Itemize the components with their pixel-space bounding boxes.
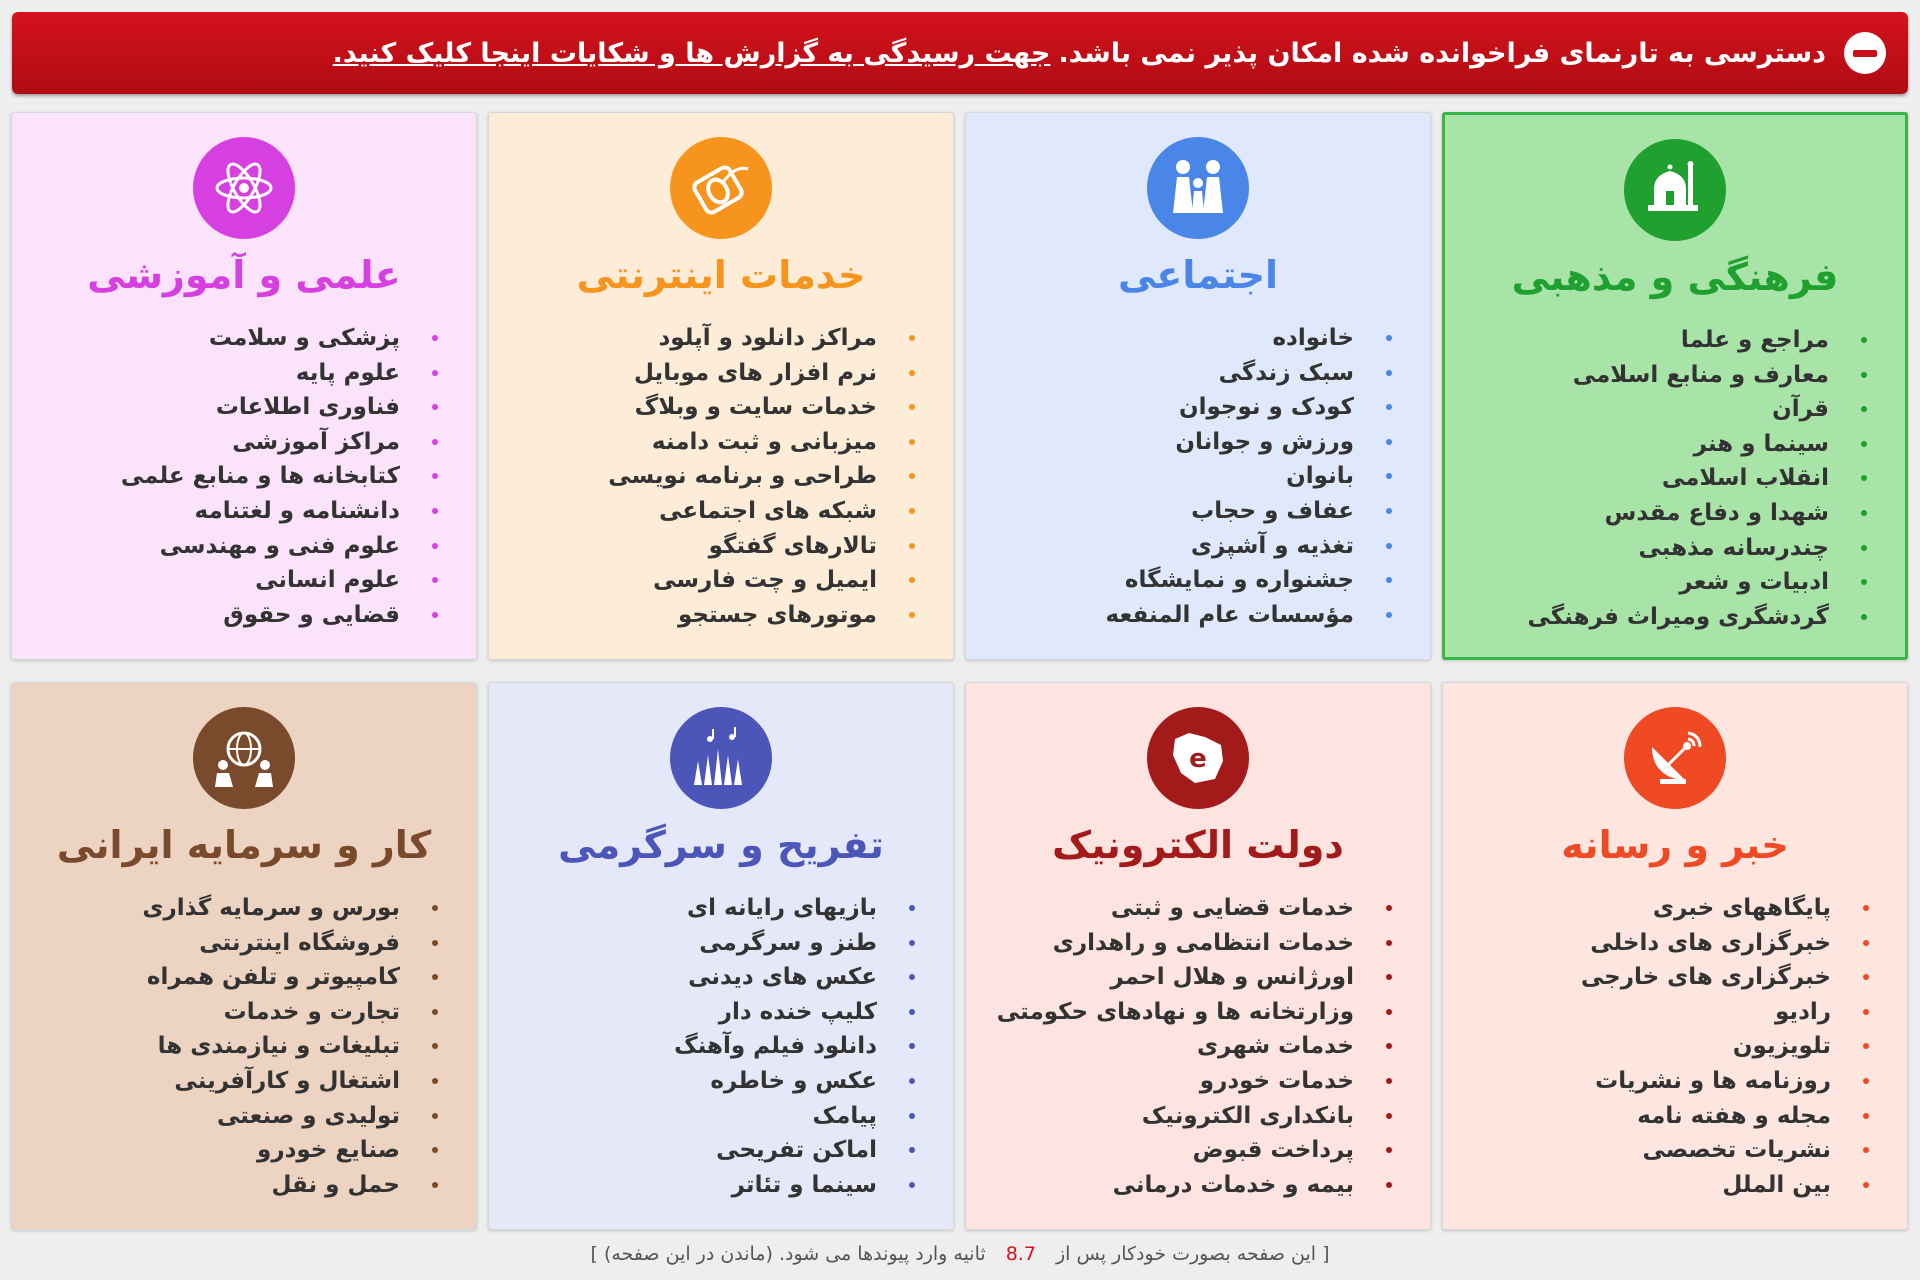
- category-link[interactable]: خدمات خودرو: [976, 1064, 1392, 1099]
- category-card[interactable]: [1442, 682, 1908, 1230]
- category-link[interactable]: چندرسانه مذهبی: [1455, 531, 1867, 566]
- category-link[interactable]: خبرگزاری های خارجی: [1453, 960, 1869, 995]
- category-link[interactable]: شهدا و دفاع مقدس: [1455, 496, 1867, 531]
- category-link[interactable]: نرم افزار های موبایل: [499, 356, 915, 391]
- category-link[interactable]: اماکن تفریحی: [499, 1133, 915, 1168]
- category-link[interactable]: طنز و سرگرمی: [499, 926, 915, 961]
- category-card[interactable]: [965, 112, 1431, 660]
- category-link[interactable]: گردشگری ومیراث فرهنگی: [1455, 600, 1867, 635]
- category-link[interactable]: تالارهای گفتگو: [499, 529, 915, 564]
- category-link[interactable]: خدمات شهری: [976, 1029, 1392, 1064]
- mosque-icon: [1624, 139, 1726, 241]
- category-link[interactable]: مراکز دانلود و آپلود: [499, 321, 915, 356]
- category-link[interactable]: نشریات تخصصی: [1453, 1133, 1869, 1168]
- category-links: [22, 891, 438, 1202]
- music-hands-icon: [670, 707, 772, 809]
- category-link[interactable]: سینما و تئاتر: [499, 1168, 915, 1203]
- mouse-icon: [670, 137, 772, 239]
- category-link[interactable]: خدمات انتظامی و راهداری: [976, 926, 1392, 961]
- category-link[interactable]: سینما و هنر: [1455, 427, 1867, 462]
- satellite-dish-icon: [1624, 707, 1726, 809]
- category-link[interactable]: تولیدی و صنعتی: [22, 1099, 438, 1134]
- category-link[interactable]: عکس های دیدنی: [499, 960, 915, 995]
- category-title[interactable]: خدمات اینترنتی: [576, 253, 866, 297]
- category-link[interactable]: صنایع خودرو: [22, 1133, 438, 1168]
- category-link[interactable]: معارف و منابع اسلامی: [1455, 358, 1867, 393]
- category-link[interactable]: طراحی و برنامه نویسی: [499, 459, 915, 494]
- category-link[interactable]: روزنامه ها و نشریات: [1453, 1064, 1869, 1099]
- atom-icon: [193, 137, 295, 239]
- category-link[interactable]: مراجع و علما: [1455, 323, 1867, 358]
- category-link[interactable]: پزشکی و سلامت: [22, 321, 438, 356]
- category-title[interactable]: علمی و آموزشی: [87, 253, 401, 297]
- category-link[interactable]: کودک و نوجوان: [976, 390, 1392, 425]
- category-link[interactable]: موتورهای جستجو: [499, 598, 915, 633]
- category-link[interactable]: علوم فنی و مهندسی: [22, 529, 438, 564]
- category-links: [1453, 891, 1869, 1202]
- category-link[interactable]: اورژانس و هلال احمر: [976, 960, 1392, 995]
- category-link[interactable]: قضایی و حقوق: [22, 598, 438, 633]
- category-link[interactable]: مجله و هفته نامه: [1453, 1099, 1869, 1134]
- no-entry-icon: [1844, 32, 1886, 74]
- category-link[interactable]: تغذیه و آشپزی: [976, 529, 1392, 564]
- category-card[interactable]: [1442, 112, 1908, 660]
- category-title[interactable]: دولت الکترونیک: [1052, 823, 1344, 867]
- category-link[interactable]: وزارتخانه ها و نهادهای حکومتی: [976, 995, 1392, 1030]
- warning-banner: [12, 12, 1908, 94]
- category-link[interactable]: خبرگزاری های داخلی: [1453, 926, 1869, 961]
- category-link[interactable]: کلیپ خنده دار: [499, 995, 915, 1030]
- category-links: [976, 321, 1392, 632]
- category-link[interactable]: ورزش و جوانان: [976, 425, 1392, 460]
- category-link[interactable]: مؤسسات عام المنفعه: [976, 598, 1392, 633]
- countdown-value: 8.7: [1005, 1243, 1036, 1265]
- category-link[interactable]: خدمات قضایی و ثبتی: [976, 891, 1392, 926]
- iran-map-icon: [1147, 707, 1249, 809]
- category-link[interactable]: بازیهای رایانه ای: [499, 891, 915, 926]
- category-links: [499, 321, 915, 632]
- category-link[interactable]: بانوان: [976, 459, 1392, 494]
- category-link[interactable]: جشنواره و نمایشگاه: [976, 563, 1392, 598]
- category-grid: [12, 112, 1908, 1232]
- footer-bracket-close: ]: [590, 1243, 598, 1265]
- globe-people-icon: [193, 707, 295, 809]
- footer-text-before: این صفحه بصورت خودکار پس از: [1055, 1243, 1317, 1265]
- category-link[interactable]: کتابخانه ها و منابع علمی: [22, 459, 438, 494]
- category-title[interactable]: فرهنگی و مذهبی: [1511, 255, 1839, 299]
- category-title[interactable]: خبر و رسانه: [1561, 823, 1789, 867]
- category-link[interactable]: قرآن: [1455, 392, 1867, 427]
- category-link[interactable]: مراکز آموزشی: [22, 425, 438, 460]
- category-link[interactable]: فروشگاه اینترنتی: [22, 926, 438, 961]
- category-link[interactable]: بورس و سرمایه گذاری: [22, 891, 438, 926]
- category-title[interactable]: اجتماعی: [1117, 253, 1279, 297]
- category-link[interactable]: رادیو: [1453, 995, 1869, 1030]
- footer-bracket-open: [: [1322, 1243, 1330, 1265]
- category-link[interactable]: تبلیغات و نیازمندی ها: [22, 1029, 438, 1064]
- category-title[interactable]: کار و سرمایه ایرانی: [56, 823, 432, 867]
- category-card[interactable]: [11, 112, 477, 660]
- category-link[interactable]: پایگاههای خبری: [1453, 891, 1869, 926]
- category-link[interactable]: تجارت و خدمات: [22, 995, 438, 1030]
- svg-text:e: e: [1189, 744, 1207, 774]
- category-link[interactable]: کامپیوتر و تلفن همراه: [22, 960, 438, 995]
- category-link[interactable]: شبکه های اجتماعی: [499, 494, 915, 529]
- category-link[interactable]: انقلاب اسلامی: [1455, 461, 1867, 496]
- category-link[interactable]: عفاف و حجاب: [976, 494, 1392, 529]
- category-link[interactable]: پرداخت قبوض: [976, 1133, 1392, 1168]
- category-link[interactable]: خانواده: [976, 321, 1392, 356]
- category-link[interactable]: میزبانی و ثبت دامنه: [499, 425, 915, 460]
- category-link[interactable]: تلویزیون: [1453, 1029, 1869, 1064]
- category-title[interactable]: تفریح و سرگرمی: [558, 823, 884, 867]
- category-link[interactable]: خدمات سایت و وبلاگ: [499, 390, 915, 425]
- category-links: [976, 891, 1392, 1202]
- category-link[interactable]: علوم انسانی: [22, 563, 438, 598]
- category-link[interactable]: دانلود فیلم وآهنگ: [499, 1029, 915, 1064]
- category-link[interactable]: دانشنامه و لغتنامه: [22, 494, 438, 529]
- category-link[interactable]: پیامک: [499, 1099, 915, 1134]
- category-link[interactable]: ایمیل و چت فارسی: [499, 563, 915, 598]
- category-link[interactable]: سبک زندگی: [976, 356, 1392, 391]
- category-link[interactable]: بیمه و خدمات درمانی: [976, 1168, 1392, 1203]
- category-link[interactable]: بین الملل: [1453, 1168, 1869, 1203]
- category-link[interactable]: اشتغال و کارآفرینی: [22, 1064, 438, 1099]
- banner-text: دسترسی به تارنمای فراخوانده شده امکان پذیر نمی باشد.: [1058, 37, 1826, 69]
- category-card[interactable]: [11, 682, 477, 1230]
- category-card[interactable]: [488, 112, 954, 660]
- category-link[interactable]: حمل و نقل: [22, 1168, 438, 1203]
- category-link[interactable]: بانکداری الکترونیک: [976, 1099, 1392, 1134]
- report-link[interactable]: جهت رسیدگی به گزارش ها و شکایات اینجا کلیک کنید.: [332, 37, 1051, 69]
- category-card[interactable]: [488, 682, 954, 1230]
- category-link[interactable]: عکس و خاطره: [499, 1064, 915, 1099]
- category-links: [499, 891, 915, 1202]
- category-link[interactable]: فناوری اطلاعات: [22, 390, 438, 425]
- category-card[interactable]: [965, 682, 1431, 1230]
- category-links: [22, 321, 438, 632]
- redirect-notice: [0, 1240, 1920, 1268]
- category-links: [1455, 323, 1867, 634]
- family-icon: [1147, 137, 1249, 239]
- category-link[interactable]: ادبیات و شعر: [1455, 565, 1867, 600]
- category-link[interactable]: علوم پایه: [22, 356, 438, 391]
- footer-text-after[interactable]: ثانیه وارد پیوندها می شود. (ماندن در این صفحه): [603, 1243, 986, 1265]
